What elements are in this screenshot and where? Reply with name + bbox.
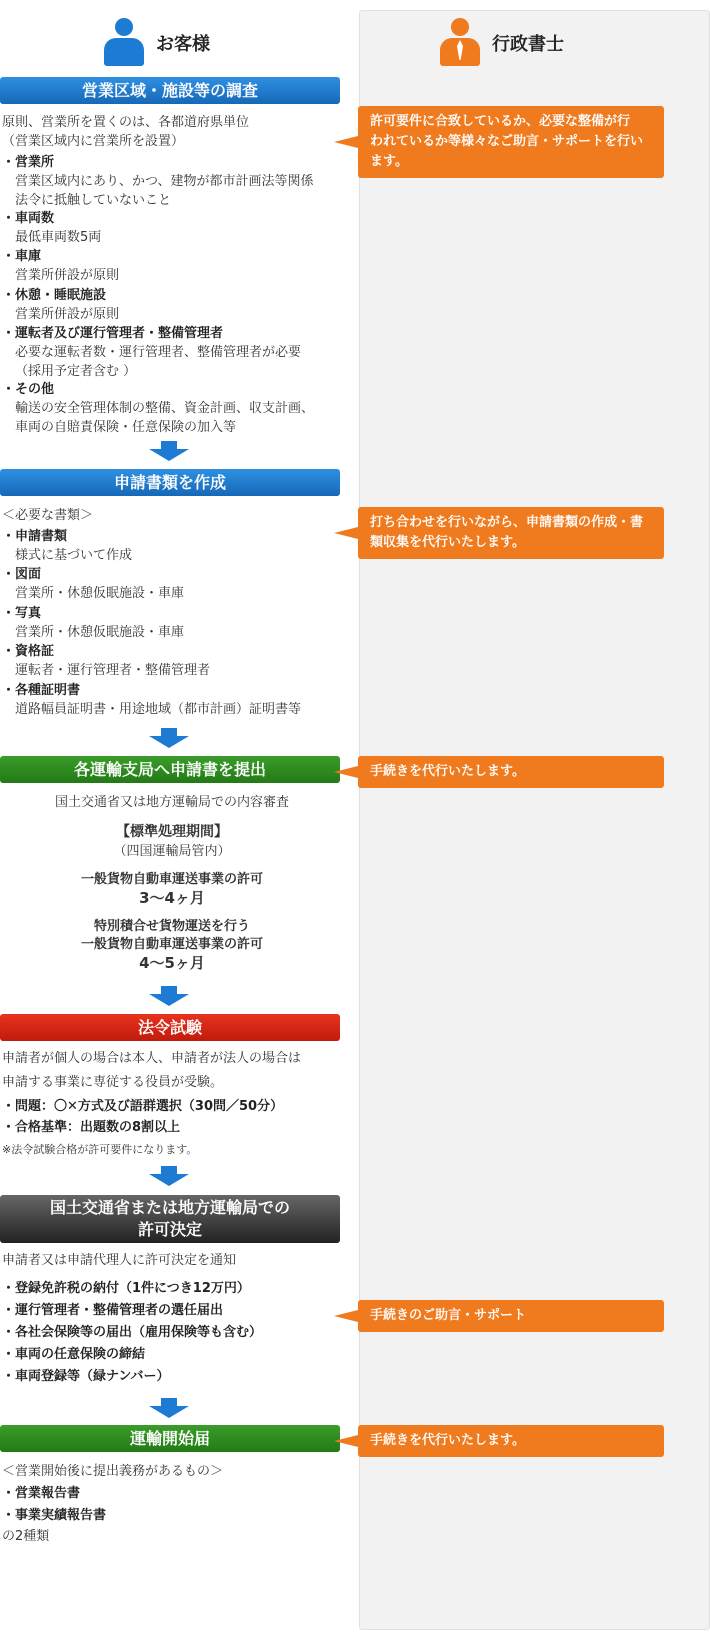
step-survey-bar: 営業区域・施設等の調査	[0, 77, 340, 104]
start-notice-intro: ＜営業開始後に提出義務があるもの＞	[2, 1464, 224, 1479]
customer-header	[104, 18, 210, 68]
step-start-notice-bar: 運輸開始届	[0, 1425, 340, 1452]
period-1-value: 3〜4ヶ月	[139, 889, 205, 907]
scrivener-label: 行政書士	[492, 34, 564, 55]
approval-item: ・ 車両登録等（緑ナンバー）	[2, 1367, 169, 1386]
period-2-value: 4〜5ヶ月	[139, 954, 205, 972]
period-sub: （四国運輸局管内）	[113, 844, 231, 859]
step-submit-bar: 各運輸支局へ申請書を提出	[0, 756, 340, 783]
survey-item-rest-facility: ・ 休憩・睡眠施設 営業所併設が原則	[2, 286, 342, 324]
period-title: 【標準処理期間】	[116, 824, 228, 840]
doc-item-application: ・ 申請書類 様式に基づいて作成	[2, 527, 342, 565]
down-arrow-icon	[149, 986, 189, 1006]
approval-intro: 申請者又は申請代理人に許可決定を通知	[2, 1253, 237, 1268]
support-bubble-survey: 許可要件に合致しているか、必要な整備が行 われているか等様々なご助言・サポートを行い ます。	[358, 106, 664, 178]
exam-line-2: 申請する事業に専従する役員が受験。	[2, 1075, 224, 1090]
exam-note: ※法令試験合格が許可要件になります。	[2, 1143, 198, 1156]
survey-item-vehicles: ・ 車両数 最低車両数5両	[2, 209, 342, 247]
survey-item-office: ・ 営業所 営業区域内にあり、かつ、建物が都市計画法等関係 法令に抵触していないこと	[2, 153, 342, 210]
doc-item-proofs: ・ 各種証明書 道路幅員証明書・用途地域（都市計画）証明書等	[2, 681, 342, 719]
review-text: 国土交通省又は地方運輸局での内容審査	[54, 795, 289, 810]
documents-intro: ＜必要な書類＞	[2, 508, 94, 523]
start-notice-item: ・ 事業実績報告書	[2, 1506, 106, 1525]
exam-line-1: 申請者が個人の場合は本人、申請者が法人の場合は	[2, 1051, 302, 1066]
customer-person-icon	[104, 18, 144, 68]
exam-format: ・ 問題：〇✕方式及び語群選択（30問／50分）	[2, 1097, 283, 1116]
approval-item: ・ 運行管理者・整備管理者の選任届出	[2, 1301, 223, 1320]
period-1-label: 一般貨物自動車運送事業の許可	[80, 872, 263, 887]
support-bubble-documents: 打ち合わせを行いながら、申請書類の作成・書 類収集を代行いたします。	[358, 507, 664, 559]
scrivener-column	[359, 10, 710, 1630]
approval-item: ・ 車両の任意保険の締結	[2, 1345, 145, 1364]
period-2-label-2: 一般貨物自動車運送事業の許可	[80, 937, 263, 952]
down-arrow-icon	[149, 1166, 189, 1186]
survey-item-other: ・ その他 輸送の安全管理体制の整備、資金計画、収支計画、 車両の自賠責保険・任意保険の加入等	[2, 380, 342, 437]
scrivener-header	[440, 18, 564, 68]
down-arrow-icon	[149, 1398, 189, 1418]
doc-item-photos: ・ 写真 営業所・休憩仮眠施設・車庫	[2, 604, 342, 642]
survey-item-drivers: ・ 運転者及び運行管理者・整備管理者 必要な運転者数・運行管理者、整備管理者が必要 （採用予定者含む ）	[2, 324, 342, 381]
exam-pass-criteria: ・ 合格基準：出題数の8割以上	[2, 1118, 180, 1137]
start-notice-outro: の2種類	[2, 1529, 50, 1544]
survey-intro-1: 原則、営業所を置くのは、各都道府県単位	[2, 115, 250, 130]
customer-label: お客様	[156, 34, 210, 55]
support-bubble-submit: 手続きを代行いたします。	[358, 756, 664, 788]
step-exam-bar: 法令試験	[0, 1014, 340, 1041]
doc-item-certificates: ・ 資格証 運転者・運行管理者・整備管理者	[2, 642, 342, 680]
scrivener-person-icon	[440, 18, 480, 68]
approval-item: ・ 登録免許税の納付（1件につき12万円）	[2, 1279, 250, 1298]
period-2-label-1: 特別積合せ貨物運送を行う	[93, 919, 250, 934]
step-documents-bar: 申請書類を作成	[0, 469, 340, 496]
support-bubble-start-notice: 手続きを代行いたします。	[358, 1425, 664, 1457]
support-bubble-approval: 手続きのご助言・サポート	[358, 1300, 664, 1332]
doc-item-drawings: ・ 図面 営業所・休憩仮眠施設・車庫	[2, 565, 342, 603]
start-notice-item: ・ 営業報告書	[2, 1484, 80, 1503]
down-arrow-icon	[149, 728, 189, 748]
down-arrow-icon	[149, 441, 189, 461]
approval-item: ・ 各社会保険等の届出（雇用保険等も含む）	[2, 1323, 262, 1342]
survey-item-garage: ・ 車庫 営業所併設が原則	[2, 247, 342, 285]
step-approval-bar: 国土交通省または地方運輸局での 許可決定	[0, 1195, 340, 1243]
survey-intro-2: （営業区域内に営業所を設置）	[2, 134, 185, 149]
